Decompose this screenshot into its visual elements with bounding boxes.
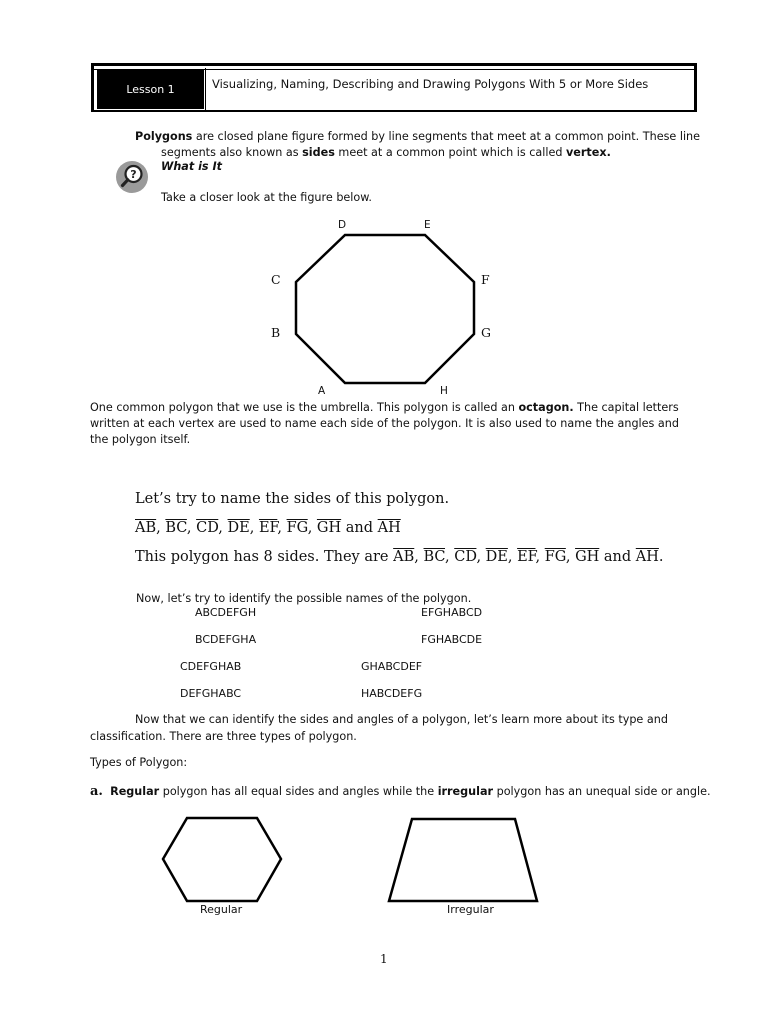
types-para-2: classification. There are three types of polygon. (90, 730, 357, 743)
lesson-badge (97, 69, 204, 109)
side-gh-2: $\overline{GH}$ (575, 549, 600, 565)
page-number: 1 (380, 952, 388, 966)
sides-count-line: This polygon has 8 sides. They are $\overline{AB}$, $\overline{BC}$, $\overline{CD}$, $\overline{DE}$, $\overline{EF}$, $\overline{FG}$, $\overline{GH}$ and $\overline{AH}$. (135, 549, 664, 565)
caption-irregular: Irregular (447, 903, 494, 916)
intro-text-1: are closed plane figure formed by line segments that meet at a common point. These line (192, 130, 701, 143)
item-a-text-1: polygon has all equal sides and angles while the (159, 785, 438, 798)
header-divider (205, 68, 206, 110)
side-ab-2: $\overline{AB}$ (393, 549, 415, 565)
intro-text-3: meet at a common point which is called (334, 146, 567, 159)
side-cd-2: $\overline{CD}$ (454, 549, 477, 565)
term-vertex: vertex. (566, 146, 611, 159)
name-item: CDEFGHAB (180, 660, 242, 673)
octagon-text-line-3: the polygon itself. (90, 433, 191, 446)
term-sides: sides (302, 146, 335, 159)
item-a-text-2: polygon has an unequal side or angle. (493, 785, 711, 798)
side-ef-2: $\overline{EF}$ (517, 549, 536, 565)
name-item: DEFGHABC (180, 687, 242, 700)
term-regular: Regular (110, 785, 160, 798)
name-item: GHABCDEF (361, 660, 423, 673)
name-item: HABCDEFG (361, 687, 423, 700)
svg-text:?: ? (130, 168, 137, 181)
item-a-marker: a. (90, 784, 103, 799)
octagon-shape (296, 235, 474, 383)
name-item: EFGHABCD (421, 606, 483, 619)
side-gh: $\overline{GH}$ (316, 520, 342, 536)
octagon-text-1b: The capital letters (573, 401, 679, 414)
vertex-label-b: B (271, 325, 281, 340)
and-word-2: and (603, 549, 632, 565)
octagon-text-1a: One common polygon that we use is the umbrella. This polygon is called an (90, 401, 519, 414)
vertex-label-a: A (318, 385, 326, 397)
side-ab: $\overline{AB}$ (135, 520, 157, 536)
octagon-figure (250, 210, 510, 405)
sides-count-text: This polygon has 8 sides. They are (135, 549, 394, 565)
instruction: Take a closer look at the figure below. (161, 191, 372, 204)
irregular-trapezoid-figure (385, 816, 543, 906)
lesson-label: Lesson 1 (126, 82, 175, 96)
side-fg: $\overline{FG}$ (286, 520, 308, 536)
term-octagon: octagon. (518, 401, 574, 414)
vertex-label-c: C (271, 272, 281, 287)
side-de-2: $\overline{DE}$ (485, 549, 508, 565)
magnifier-question-icon (115, 160, 149, 194)
vertex-label-d: D (338, 219, 347, 231)
what-is-it-heading: What is It (161, 160, 222, 173)
name-item: FGHABCDE (421, 633, 483, 646)
side-cd: $\overline{CD}$ (196, 520, 219, 536)
types-para-1: Now that we can identify the sides and angles of a polygon, let’s learn more about its type and (135, 713, 668, 726)
name-item: BCDEFGHA (195, 633, 257, 646)
intro-line-2 (161, 145, 611, 161)
side-ah-2: $\overline{AH}$ (635, 549, 659, 565)
name-item: ABCDEFGH (195, 606, 257, 619)
term-polygons: Polygons (135, 130, 193, 143)
intro-line-1 (135, 129, 700, 145)
and-word: and (345, 520, 374, 536)
vertex-label-g: G (481, 325, 491, 340)
sides-intro: Let’s try to name the sides of this polygon. (135, 491, 450, 507)
side-ef: $\overline{EF}$ (258, 520, 278, 536)
type-item-a (90, 784, 711, 800)
side-bc: $\overline{BC}$ (165, 520, 187, 536)
vertex-label-e: E (424, 219, 431, 231)
side-bc-2: $\overline{BC}$ (423, 549, 446, 565)
vertex-label-h: H (440, 385, 448, 397)
side-de: $\overline{DE}$ (227, 520, 250, 536)
regular-hexagon-figure (160, 814, 285, 906)
side-fg-2: $\overline{FG}$ (544, 549, 566, 565)
octagon-text-line-1 (90, 400, 679, 416)
names-intro: Now, let’s try to identify the possible names of the polygon. (136, 592, 472, 605)
sides-list: $\overline{AB}$, $\overline{BC}$, $\overline{CD}$, $\overline{DE}$, $\overline{EF}$, $\overline{FG}$, $\overline{GH}$ and $\overline{AH}$ (135, 520, 401, 536)
caption-regular: Regular (200, 903, 243, 916)
intro-text-2: segments also known as (161, 146, 303, 159)
vertex-label-f: F (481, 272, 490, 287)
octagon-text-line-2: written at each vertex are used to name each side of the polygon. It is also used to name the angles and (90, 417, 679, 430)
term-irregular: irregular (437, 785, 494, 798)
lesson-title: Visualizing, Naming, Describing and Drawing Polygons With 5 or More Sides (212, 77, 649, 91)
side-ah: $\overline{AH}$ (377, 520, 401, 536)
types-heading: Types of Polygon: (90, 756, 188, 769)
